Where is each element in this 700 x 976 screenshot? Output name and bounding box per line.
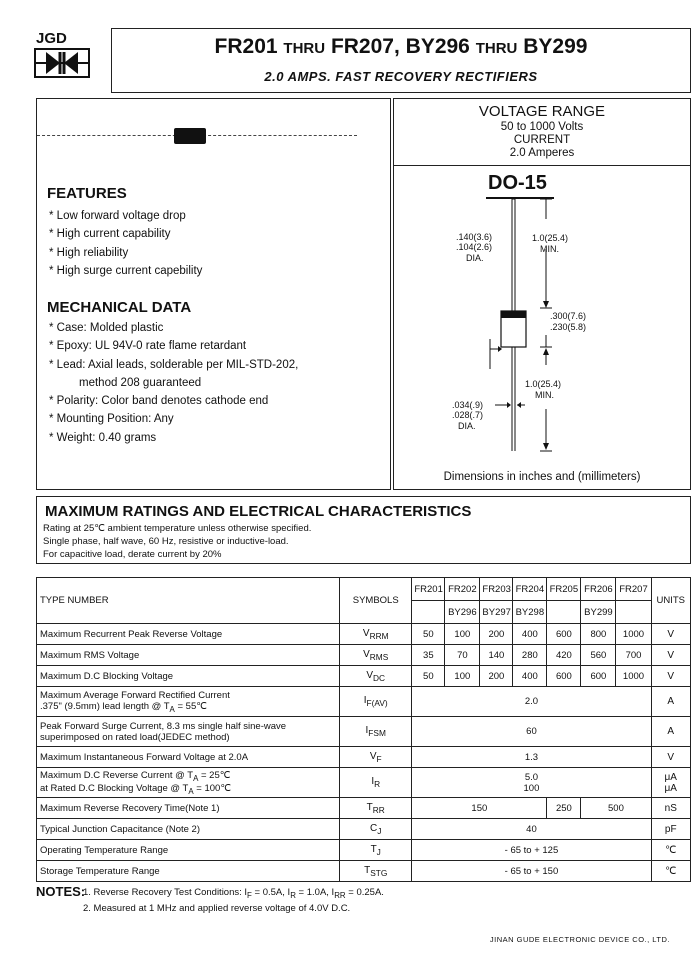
param-text: Maximum D.C Reverse Current @ T — [40, 769, 194, 781]
diode-illustration — [174, 128, 206, 144]
unit-cell: V — [651, 645, 690, 666]
param-text: at Rated D.C Blocking Voltage @ T — [40, 782, 189, 794]
symbol-subscript: RRM — [369, 630, 389, 641]
dim-top-length-min: MIN. — [540, 244, 559, 254]
unit-cell: V — [651, 624, 690, 645]
dim-lead-dia-max: .140(3.6) — [456, 232, 493, 242]
ratings-heading: MAXIMUM RATINGS AND ELECTRICAL CHARACTERISTICS — [45, 503, 472, 520]
param-text: = 25℃ — [198, 769, 231, 781]
ratings-note-temperature: Rating at 25℃ ambient temperature unless otherwise specified. — [43, 523, 312, 534]
company-name: JINAN GUDE ELECTRONIC DEVICE CO., LTD. — [489, 935, 670, 944]
value-cell: 1000 — [616, 666, 651, 687]
list-item: * Epoxy: UL 94V-0 rate flame retardant — [49, 337, 298, 355]
value-cell: 200 — [480, 624, 513, 645]
symbol-cell — [340, 717, 412, 747]
symbol-subscript: DC — [373, 672, 386, 683]
symbol-subscript: RMS — [369, 651, 389, 662]
symbol-cell — [340, 861, 412, 882]
param-line — [40, 770, 337, 783]
mechanical-heading: MECHANICAL DATA — [47, 299, 192, 316]
title-thru-1: THRU — [283, 40, 326, 57]
current-value: 2.0 Amperes — [509, 147, 575, 159]
unit-cell: ℃ — [651, 840, 690, 861]
symbol-cell — [340, 624, 412, 645]
symbol: T — [366, 801, 373, 813]
table-row — [37, 645, 691, 666]
symbol-subscript: F(AV) — [366, 698, 388, 708]
page-subtitle: 2.0 AMPS. FAST RECOVERY RECTIFIERS — [264, 69, 538, 84]
dim-bottom-length: 1.0(25.4) — [525, 379, 562, 389]
table-row — [37, 768, 691, 798]
features-list — [49, 207, 202, 280]
value-cell: 60 — [412, 717, 651, 747]
table-row — [37, 717, 691, 747]
dim-top-length: 1.0(25.4) — [532, 233, 569, 243]
symbol-cell — [340, 645, 412, 666]
value-cell: 420 — [547, 645, 581, 666]
value-cell: 50 — [412, 666, 445, 687]
notes-heading: NOTES: — [36, 884, 86, 899]
package-panel — [393, 98, 691, 490]
model-header-alt: BY299 — [581, 601, 616, 624]
features-panel — [36, 98, 391, 490]
model-header-alt — [547, 601, 581, 624]
note-text: = 1.0A, I — [295, 887, 335, 898]
unit-cell: ℃ — [651, 861, 690, 882]
param-subscript: A — [193, 773, 199, 783]
model-header: FR206 — [581, 578, 616, 601]
value-cell: 500 — [581, 798, 651, 819]
model-header-alt — [616, 601, 651, 624]
table-row — [37, 666, 691, 687]
symbol-cell — [340, 747, 412, 768]
symbol-cell — [340, 819, 412, 840]
features-heading: FEATURES — [47, 185, 127, 202]
title-separator: , — [393, 35, 400, 58]
symbol-subscript: J — [376, 846, 381, 857]
model-header: FR204 — [513, 578, 547, 601]
mechanical-list — [49, 319, 298, 447]
table-row — [37, 840, 691, 861]
symbol: V — [369, 750, 377, 762]
value-cell: 2.0 — [412, 687, 651, 717]
page-title — [112, 35, 690, 59]
symbol-subscript: STG — [370, 867, 388, 878]
dim-body-min: .230(5.8) — [550, 322, 587, 332]
param-text: = 100℃ — [193, 782, 231, 794]
value-cell: 50 — [412, 624, 445, 645]
symbol-subscript: RR — [372, 804, 385, 815]
symbol: V — [362, 627, 370, 639]
dim-lead-dia-min: .104(2.6) — [456, 242, 493, 252]
title-part1: FR201 — [214, 35, 278, 58]
dim-bottom-length-min: MIN. — [535, 390, 554, 400]
list-item: * Case: Molded plastic — [49, 319, 298, 337]
table-row — [37, 624, 691, 645]
value-cell: 400 — [513, 666, 547, 687]
model-header: FR205 — [547, 578, 581, 601]
value-cell: - 65 to + 150 — [412, 861, 651, 882]
title-part4: BY299 — [523, 35, 588, 58]
param-line: superimposed on rated load(JEDEC method) — [40, 731, 230, 743]
symbol: T — [370, 843, 377, 855]
value-line: 100 — [523, 782, 540, 794]
symbol: T — [364, 864, 371, 876]
table-row — [37, 819, 691, 840]
dim-wire-dia-max: .034(.9) — [452, 400, 484, 410]
symbol: C — [370, 822, 378, 834]
note-capacitance-conditions: 2. Measured at 1 MHz and applied reverse voltage of 4.0V D.C. — [83, 903, 351, 914]
unit-line: μA — [664, 771, 677, 783]
param-line: Peak Forward Surge Current, 8.3 ms single half sine-wave — [40, 720, 287, 732]
value-cell: - 65 to + 125 — [412, 840, 651, 861]
table-row — [37, 747, 691, 768]
param-line: Maximum Average Forward Rectified Current — [40, 689, 230, 701]
param-text: = 55℃ — [174, 700, 207, 712]
symbol: I — [371, 776, 375, 787]
list-item: * Weight: 0.40 grams — [49, 429, 298, 447]
dim-lead-dia-label: DIA. — [466, 253, 484, 263]
units-header: UNITS — [651, 578, 690, 624]
symbol-cell — [340, 666, 412, 687]
model-header: FR201 — [412, 578, 445, 601]
voltage-range-title: VOLTAGE RANGE — [478, 103, 606, 120]
note-subscript: F — [247, 890, 252, 900]
model-header-alt — [412, 601, 445, 624]
model-header-alt: BY297 — [480, 601, 513, 624]
table-row — [37, 687, 691, 717]
param-label: Maximum Instantaneous Forward Voltage at 2.0A — [37, 747, 340, 768]
param-label: Typical Junction Capacitance (Note 2) — [37, 819, 340, 840]
value-cell: 40 — [412, 819, 651, 840]
unit-cell: V — [651, 747, 690, 768]
param-text: .375" (9.5mm) lead length @ T — [40, 700, 170, 712]
symbol-subscript: R — [374, 779, 381, 789]
type-number-header: TYPE NUMBER — [37, 578, 340, 624]
symbol-subscript: J — [377, 825, 382, 836]
value-cell: 560 — [581, 645, 616, 666]
title-part2: FR207 — [330, 35, 394, 58]
note-text: = 0.5A, I — [251, 887, 291, 898]
param-label — [37, 717, 340, 747]
param-label: Maximum D.C Blocking Voltage — [37, 666, 340, 687]
divider — [394, 165, 690, 166]
model-header: FR203 — [480, 578, 513, 601]
value-cell: 1.3 — [412, 747, 651, 768]
note-text: = 0.25A. — [345, 887, 384, 898]
title-thru-2: THRU — [475, 40, 518, 57]
value-cell: 35 — [412, 645, 445, 666]
value-cell: 70 — [445, 645, 480, 666]
param-subscript: A — [169, 704, 175, 714]
dim-wire-dia-min: .028(.7) — [452, 410, 484, 420]
list-item: * Polarity: Color band denotes cathode end — [49, 392, 298, 410]
param-label: Storage Temperature Range — [37, 861, 340, 882]
value-cell: 600 — [547, 666, 581, 687]
symbol: I — [363, 695, 367, 706]
param-label: Operating Temperature Range — [37, 840, 340, 861]
param-line — [40, 701, 337, 714]
ratings-note-phase: Single phase, half wave, 60 Hz, resistive or inductive-load. — [43, 536, 289, 547]
value-cell: 140 — [480, 645, 513, 666]
ratings-box — [36, 496, 691, 564]
ratings-table — [36, 577, 691, 882]
table-header-row — [37, 578, 691, 601]
note-recovery-conditions — [83, 887, 384, 900]
model-header-alt: BY298 — [513, 601, 547, 624]
value-cell — [412, 768, 651, 798]
list-item: * Mounting Position: Any — [49, 410, 298, 428]
note-subscript: RR — [334, 890, 346, 900]
symbol: V — [363, 648, 370, 660]
list-item: * Lead: Axial leads, solderable per MIL-STD-202, — [49, 356, 298, 374]
param-label: Maximum Reverse Recovery Time(Note 1) — [37, 798, 340, 819]
dimensions-note: Dimensions in inches and (millimeters) — [443, 471, 641, 483]
value-cell: 400 — [513, 624, 547, 645]
unit-cell: nS — [651, 798, 690, 819]
list-item-continuation: method 208 guaranteed — [79, 376, 202, 389]
company-logo — [30, 30, 90, 86]
current-label: CURRENT — [513, 134, 571, 146]
value-cell: 150 — [412, 798, 547, 819]
param-label — [37, 687, 340, 717]
param-line — [40, 783, 337, 796]
dim-body-max: .300(7.6) — [550, 311, 587, 321]
dim-wire-dia-label: DIA. — [458, 421, 476, 431]
symbol: V — [366, 669, 374, 681]
value-cell: 100 — [445, 624, 480, 645]
logo-text: JGD — [36, 30, 67, 47]
value-cell: 200 — [480, 666, 513, 687]
table-row — [37, 798, 691, 819]
unit-cell: pF — [651, 819, 690, 840]
symbol-subscript: F — [376, 753, 382, 764]
value-cell: 1000 — [616, 624, 651, 645]
header-box — [111, 28, 691, 93]
model-header: FR202 — [445, 578, 480, 601]
diode-logo-icon — [34, 48, 90, 78]
symbol-cell — [340, 840, 412, 861]
list-item: * Low forward voltage drop — [49, 207, 202, 225]
param-subscript: A — [188, 786, 194, 796]
note-text: 1. Reverse Recovery Test Conditions: I — [83, 887, 248, 898]
unit-cell: A — [651, 717, 690, 747]
value-cell: 600 — [581, 666, 616, 687]
symbol-cell — [340, 687, 412, 717]
list-item: * High current capability — [49, 225, 202, 243]
unit-cell — [651, 768, 690, 798]
value-cell: 700 — [616, 645, 651, 666]
symbol-cell — [340, 768, 412, 798]
param-label: Maximum RMS Voltage — [37, 645, 340, 666]
model-header: FR207 — [616, 578, 651, 601]
symbol-subscript: FSM — [368, 728, 386, 738]
value-cell: 100 — [445, 666, 480, 687]
title-part3: BY296 — [405, 35, 470, 58]
param-label — [37, 768, 340, 798]
value-cell: 280 — [513, 645, 547, 666]
symbols-header: SYMBOLS — [340, 578, 412, 624]
ratings-note-derate: For capacitive load, derate current by 20% — [43, 549, 222, 560]
voltage-range-value: 50 to 1000 Volts — [500, 121, 584, 133]
value-line: 5.0 — [524, 771, 539, 783]
symbol-cell — [340, 798, 412, 819]
list-item: * High reliability — [49, 244, 202, 262]
unit-cell: A — [651, 687, 690, 717]
param-label: Maximum Recurrent Peak Reverse Voltage — [37, 624, 340, 645]
value-cell: 250 — [547, 798, 581, 819]
list-item: * High surge current capebility — [49, 262, 202, 280]
value-cell: 600 — [547, 624, 581, 645]
symbol: I — [365, 725, 369, 736]
unit-cell: V — [651, 666, 690, 687]
unit-line: μA — [664, 782, 677, 794]
package-name: DO-15 — [488, 172, 547, 194]
table-row — [37, 861, 691, 882]
value-cell: 800 — [581, 624, 616, 645]
model-header-alt: BY296 — [445, 601, 480, 624]
note-subscript: R — [290, 890, 296, 900]
